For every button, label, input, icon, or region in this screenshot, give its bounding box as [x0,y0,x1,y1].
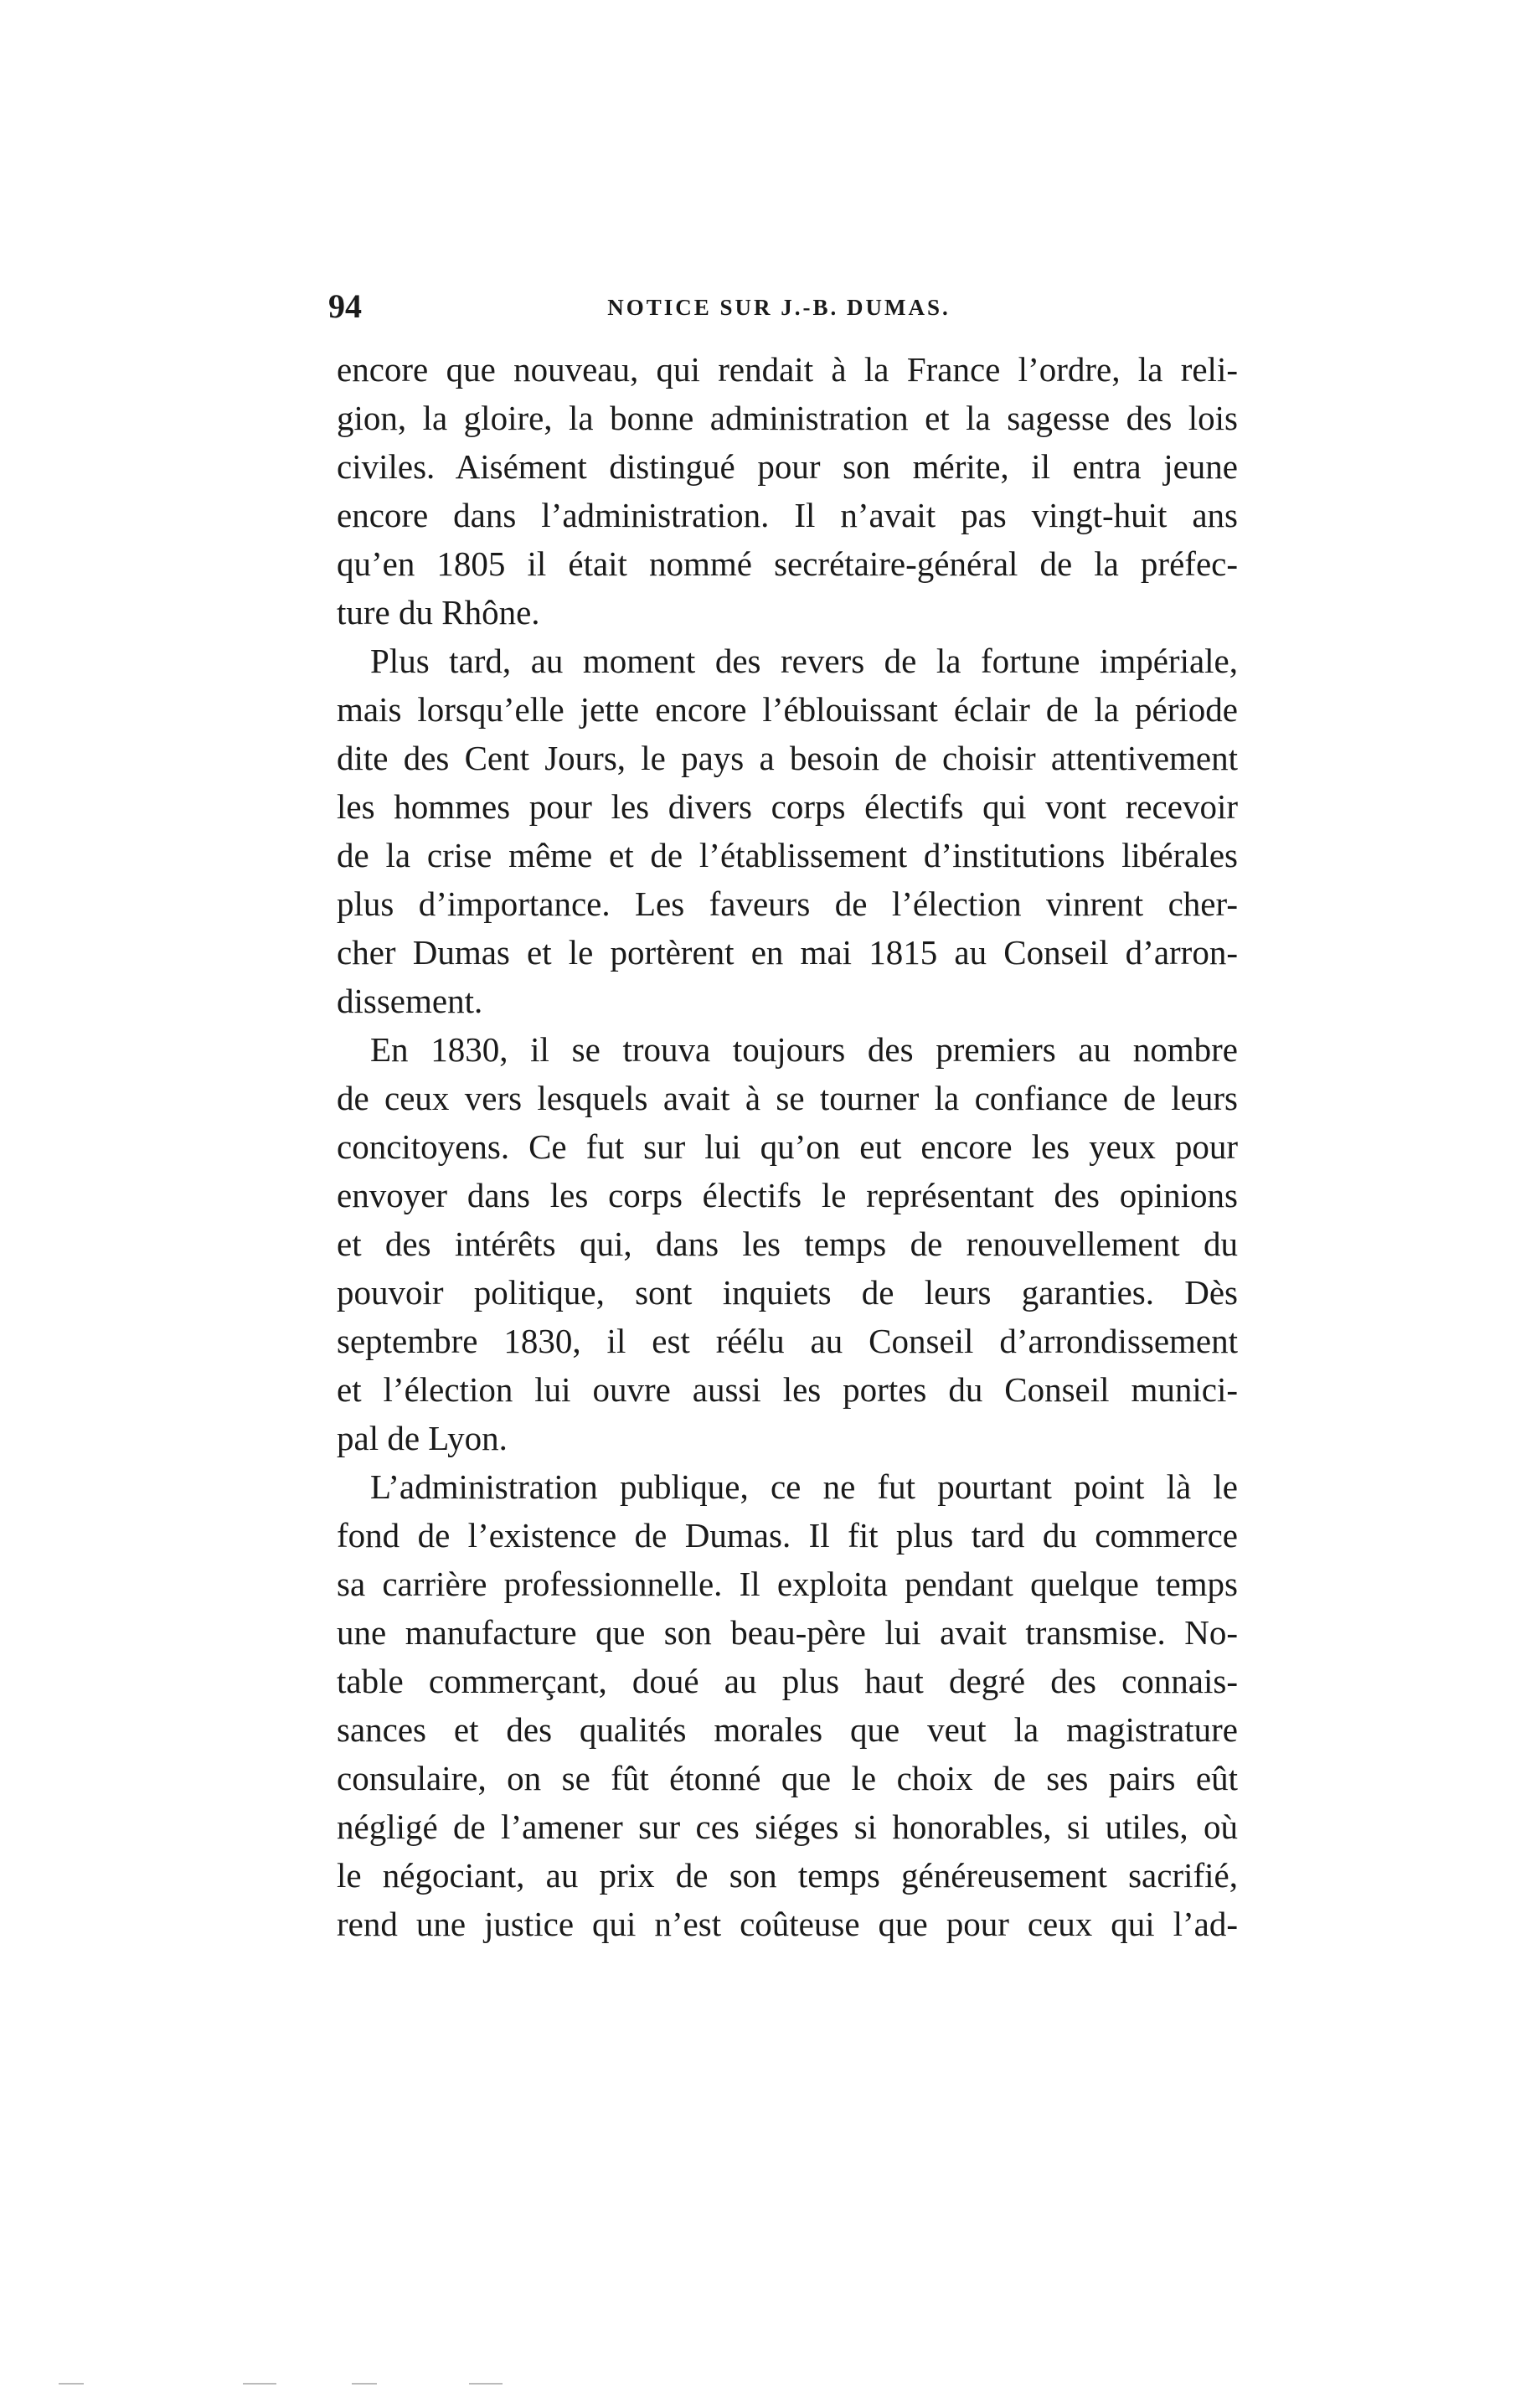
text-line: dissement. [337,982,483,1020]
scan-artifact [469,2383,503,2385]
text-line: L’administration publique, ce ne fut pourtant point là le [370,1467,1238,1506]
text-line: fond de l’existence de Dumas. Il fit plus tard du commerce [337,1516,1238,1555]
text-line: gion, la gloire, la bonne administration et la sagesse des lois [337,399,1238,437]
text-line: qu’en 1805 il était nommé secrétaire-général de la préfec- [337,544,1238,583]
scan-artifact [352,2383,377,2385]
text-line: et l’élection lui ouvre aussi les portes du Conseil munici- [337,1370,1238,1409]
text-line: le négociant, au prix de son temps généreusement sacrifié, [337,1856,1238,1895]
text-line: les hommes pour les divers corps électifs qui vont recevoir [337,787,1238,826]
text-line: encore dans l’administration. Il n’avait pas vingt-huit ans [337,496,1238,534]
text-line: une manufacture que son beau-père lui avait transmise. No- [337,1613,1238,1652]
text-line: de ceux vers lesquels avait à se tourner la confiance de leurs [337,1079,1238,1117]
text-line: concitoyens. Ce fut sur lui qu’on eut encore les yeux pour [337,1127,1238,1166]
text-line: mais lorsqu’elle jette encore l’éblouissant éclair de la période [337,690,1238,729]
text-line: sa carrière professionnelle. Il exploita pendant quelque temps [337,1565,1238,1603]
text-line: civiles. Aisément distingué pour son mérite, il entra jeune [337,447,1238,486]
text-line: de la crise même et de l’établissement d’institutions libérales [337,836,1238,874]
scan-artifact [59,2383,84,2385]
text-line: pouvoir politique, sont inquiets de leurs garanties. Dès [337,1273,1238,1312]
text-line: septembre 1830, il est réélu au Conseil d’arrondissement [337,1322,1238,1360]
text-line: encore que nouveau, qui rendait à la France l’ordre, la reli- [337,350,1238,389]
text-line: rend une justice qui n’est coûteuse que pour ceux qui l’ad- [337,1905,1238,1943]
text-line: négligé de l’amener sur ces siéges si honorables, si utiles, où [337,1807,1238,1846]
text-line: ture du Rhône. [337,593,540,632]
text-line: envoyer dans les corps électifs le représentant des opinions [337,1176,1238,1214]
running-title: NOTICE SUR J.-B. DUMAS. [607,295,951,320]
text-line: dite des Cent Jours, le pays a besoin de choisir attentivement [337,739,1238,777]
text-line: table commerçant, doué au plus haut degré des connais- [337,1662,1238,1700]
text-line: pal de Lyon. [337,1419,508,1457]
page-number: 94 [328,287,362,325]
scan-artifact [243,2383,276,2385]
body-text [337,345,1238,1948]
text-line: cher Dumas et le portèrent en mai 1815 au Conseil d’arron- [337,933,1238,972]
text-line: consulaire, on se fût étonné que le choix de ses pairs eût [337,1759,1238,1797]
text-line: plus d’importance. Les faveurs de l’élection vinrent cher- [337,884,1238,923]
text-line: sances et des qualités morales que veut la magistrature [337,1710,1238,1749]
text-line: Plus tard, au moment des revers de la fortune impériale, [370,642,1238,680]
text-line: En 1830, il se trouva toujours des premiers au nombre [370,1030,1238,1069]
text-line: et des intérêts qui, dans les temps de renouvellement du [337,1225,1238,1263]
